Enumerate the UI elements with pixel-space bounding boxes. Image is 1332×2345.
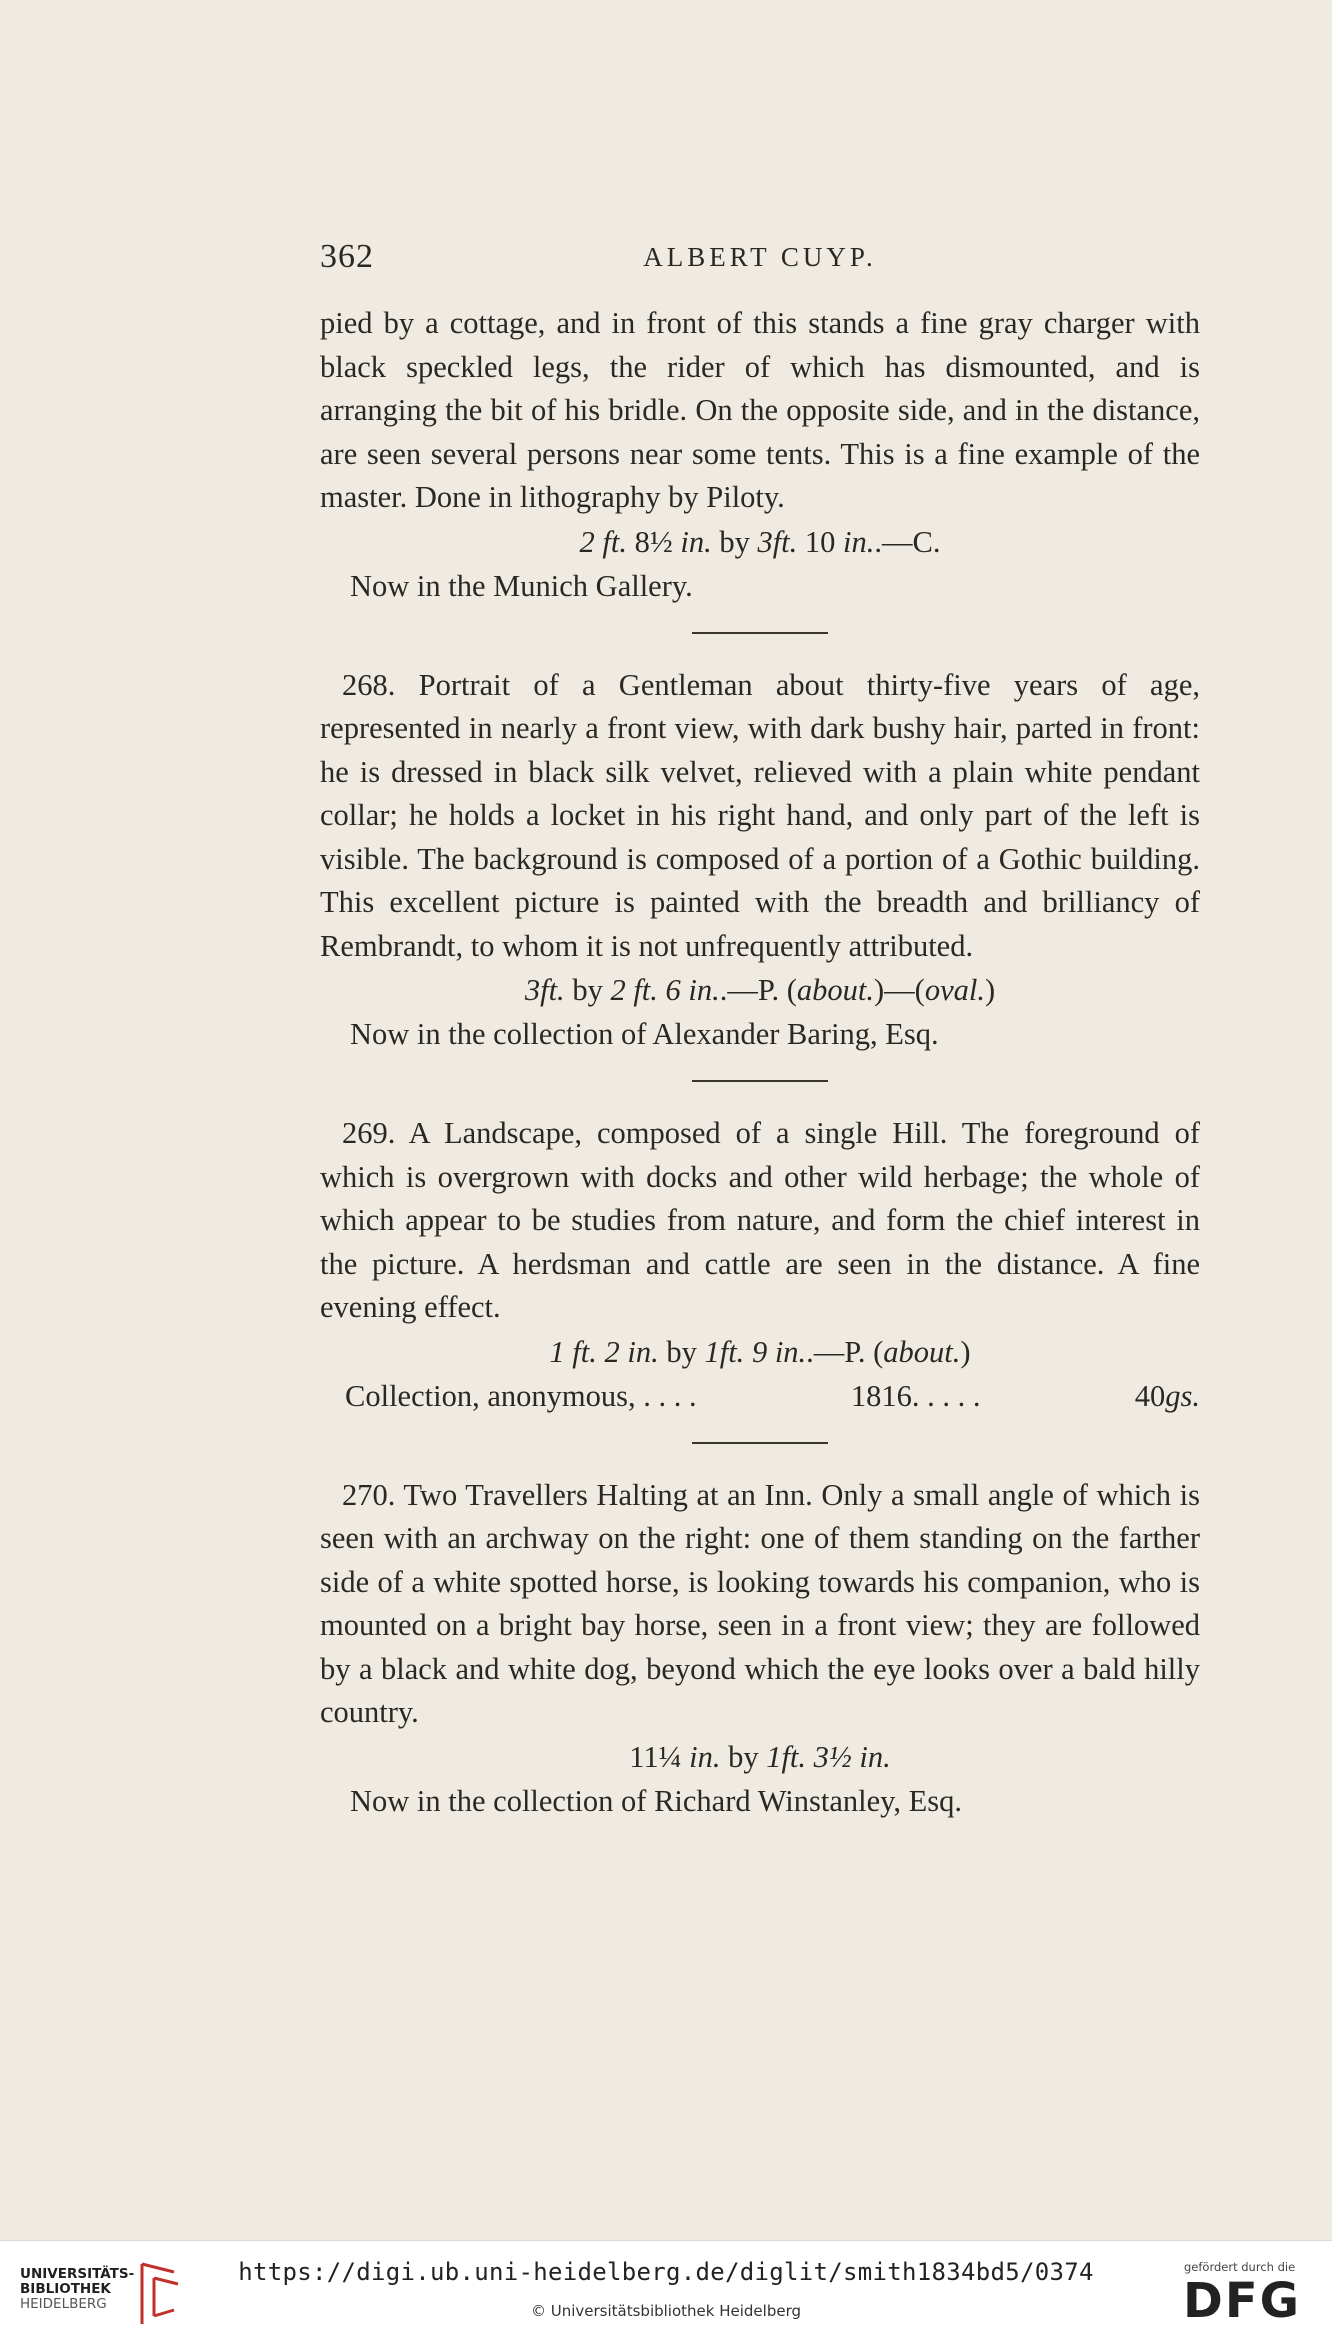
dim-about: about. bbox=[883, 1334, 961, 1369]
dim-end: ) bbox=[984, 973, 996, 1007]
running-header bbox=[320, 238, 1200, 278]
permalink-url[interactable]: https://digi.ub.uni-heidelberg.de/diglit/smith1834bd5/0374 bbox=[238, 2258, 1094, 2286]
dim-unit: ft. bbox=[719, 1334, 745, 1369]
dim-source: .—P. ( bbox=[719, 973, 797, 1007]
sale-collection: Collection, anonymous, . . . . bbox=[345, 1378, 697, 1413]
section-divider bbox=[692, 1442, 828, 1444]
copyright-notice: © Universitätsbibliothek Heidelberg bbox=[530, 2302, 801, 2320]
dim-unit: ft. bbox=[781, 1739, 807, 1774]
library-name-line3: HEIDELBERG bbox=[20, 2296, 107, 2312]
dim-unit: in. bbox=[627, 1334, 659, 1369]
dim-by: by bbox=[666, 1334, 697, 1369]
dim-unit: ft. bbox=[772, 524, 798, 559]
library-name-line1: UNIVERSITÄTS- bbox=[20, 2266, 135, 2282]
section-divider bbox=[692, 1080, 828, 1082]
continued-paragraph: pied by a cottage, and in front of this stands a fine gray charger with black speckled legs, the rider of which has dismounted, and is arranging the bit of his bridle. On the opposite side, and in the distance, are seen several persons near some tents. This is a fine example of the master. Done in lithography by Piloty. bbox=[320, 306, 1200, 514]
sale-year: 1816. . . . . bbox=[850, 1378, 981, 1413]
location-note: Now in the Munich Gallery. bbox=[350, 568, 693, 603]
dim-end: ) bbox=[960, 1334, 971, 1369]
dim-unit: in. bbox=[843, 524, 875, 559]
sale-price-value: 40 bbox=[1134, 1378, 1166, 1413]
dim-unit: ft. bbox=[572, 1334, 597, 1369]
dim-value: 2 bbox=[604, 1334, 620, 1369]
dim-by: by bbox=[572, 973, 603, 1007]
dim-shape: oval. bbox=[924, 973, 985, 1007]
dim-value: 8½ bbox=[634, 524, 673, 559]
funding-note: gefördert durch die bbox=[1184, 2260, 1296, 2274]
dfg-logo[interactable]: DFG bbox=[1183, 2273, 1302, 2329]
library-name-line2: BIBLIOTHEK bbox=[20, 2281, 111, 2297]
dim-unit: in. bbox=[859, 1739, 891, 1774]
dim-value: 1 bbox=[766, 1739, 782, 1774]
dim-value: 3 bbox=[757, 524, 773, 559]
dim-unit: ft. bbox=[602, 524, 627, 559]
section-divider bbox=[692, 632, 828, 634]
entry-269-text: 269. A Landscape, composed of a single Hill. The foreground of which is overgrown with docks and other wild herbage; the whole of which appear to be studies from nature, and form the chief interest in the picture. A herdsman and cattle are seen in the distance. A fine evening effect. bbox=[320, 1116, 1200, 1324]
dim-by: by bbox=[728, 1739, 759, 1774]
dim-source: .—C. bbox=[874, 524, 941, 559]
location-note: Now in the collection of Richard Winstanley, Esq. bbox=[350, 1783, 963, 1818]
dim-value: 2 bbox=[610, 973, 626, 1007]
sale-record bbox=[345, 1374, 1200, 1418]
location-note: Now in the collection of Alexander Baring, Esq. bbox=[350, 1017, 939, 1051]
dim-value: 6 bbox=[665, 973, 681, 1007]
dim-unit: ft. bbox=[540, 973, 565, 1007]
dim-value: 1 bbox=[549, 1334, 565, 1369]
dimensions-line bbox=[320, 1735, 1200, 1779]
dim-unit: in. bbox=[688, 973, 720, 1007]
running-title: ALBERT CUYP. bbox=[643, 242, 877, 272]
page-body bbox=[320, 302, 1200, 1823]
dim-unit: ft. bbox=[633, 973, 658, 1007]
dim-sep: )—( bbox=[873, 973, 925, 1007]
page-number: 362 bbox=[320, 238, 374, 275]
dim-value: 10 bbox=[804, 524, 836, 559]
sale-price-unit: gs. bbox=[1165, 1378, 1200, 1413]
dimensions-line bbox=[320, 1330, 1200, 1374]
dim-value: 2 bbox=[579, 524, 595, 559]
dim-value: 3½ bbox=[813, 1739, 852, 1774]
dimensions-line bbox=[320, 968, 1200, 1012]
dim-about: about. bbox=[796, 973, 874, 1007]
entry-268-text: 268. Portrait of a Gentleman about thirty-five years of age, represented in nearly a front view, with dark bushy hair, parted in front: he is dressed in black silk velvet, relieved with a plain white pendant collar; he holds a locket in his right hand, and only part of the left is visible. The background is composed of a portion of a Gothic building. This excellent picture is painted with the breadth and brilliancy of Rembrandt, to whom it is not unfrequently attributed. bbox=[320, 667, 1200, 963]
viewer-footer bbox=[0, 2240, 1332, 2345]
sale-price bbox=[1135, 1374, 1200, 1418]
dim-unit: in. bbox=[680, 524, 712, 559]
dim-value: 1 bbox=[704, 1334, 720, 1369]
dim-value: 9 bbox=[751, 1334, 768, 1369]
dim-by: by bbox=[719, 524, 750, 559]
dim-unit: in. bbox=[689, 1739, 721, 1774]
dim-source: .—P. ( bbox=[806, 1334, 884, 1369]
dimensions-line bbox=[320, 520, 1200, 564]
dim-unit: in. bbox=[774, 1334, 807, 1369]
dim-value: 11¼ bbox=[629, 1739, 682, 1774]
entry-270-text: 270. Two Travellers Halting at an Inn. Only a small angle of which is seen with an archway on the right: one of them standing on the farther side of a white spotted horse, is looking towards his companion, who is mounted on a bright bay horse, seen in a front view; they are followed by a black and white dog, beyond which the eye looks over a bald hilly country. bbox=[320, 1477, 1200, 1729]
dim-value: 3 bbox=[524, 973, 541, 1007]
